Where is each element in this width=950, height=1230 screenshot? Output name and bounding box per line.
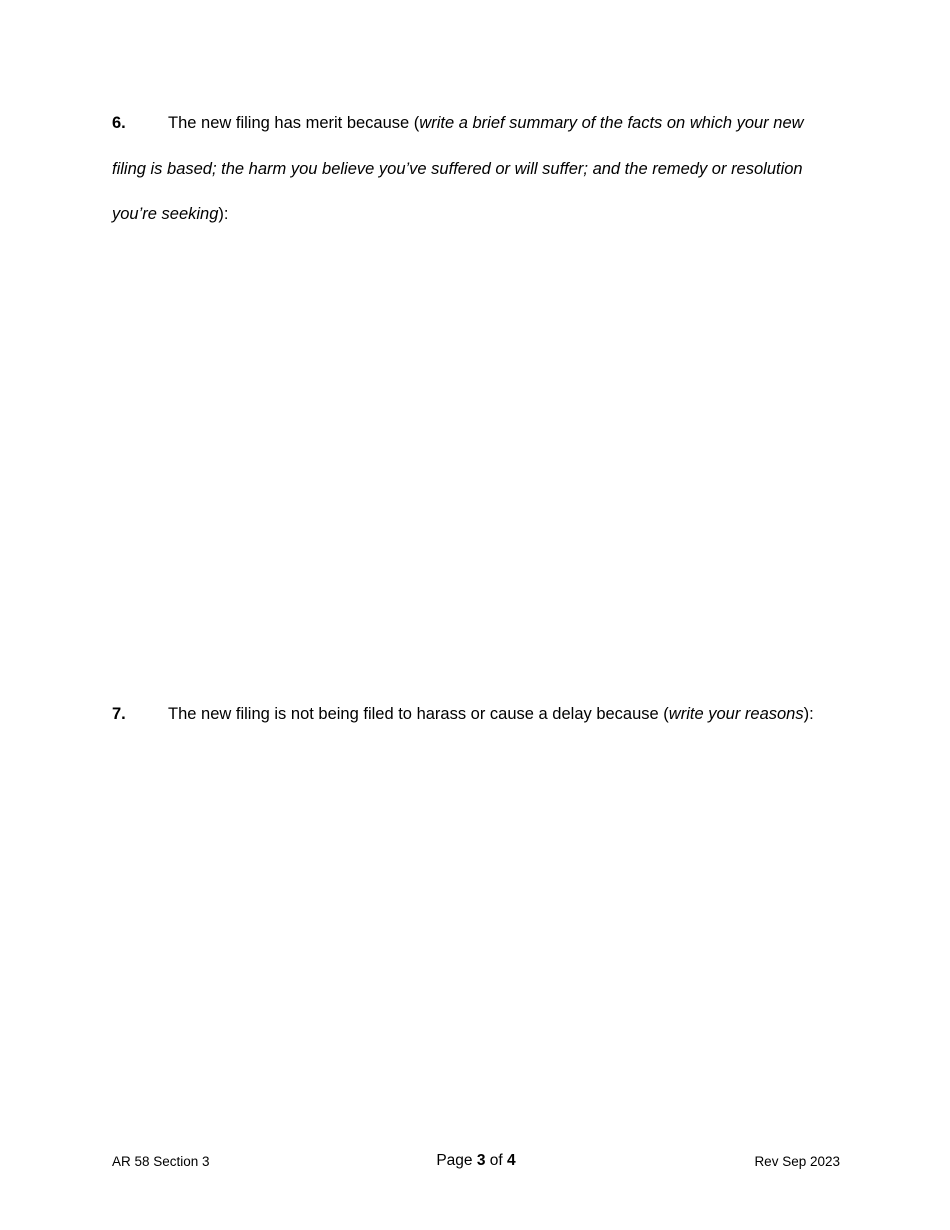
page-of: of	[485, 1152, 508, 1169]
page-total: 4	[507, 1152, 516, 1169]
item-6-number: 6.	[112, 114, 126, 132]
page-footer	[112, 1152, 840, 1174]
item-7-answer-area[interactable]	[112, 745, 832, 1125]
item-7-instruction: write your reasons	[668, 705, 804, 723]
item-7-lead-text: The new filing is not being filed to harass or cause a delay because (	[168, 705, 669, 723]
item-6-lead-text: The new filing has merit because (	[168, 114, 420, 132]
form-id: AR 58 Section 3	[112, 1154, 210, 1169]
item-6	[112, 101, 832, 238]
revision-date: Rev Sep 2023	[754, 1154, 840, 1169]
page-prefix: Page	[436, 1152, 477, 1169]
item-6-answer-area[interactable]	[112, 240, 832, 670]
page-current: 3	[476, 1152, 486, 1169]
page-number	[112, 1152, 840, 1170]
item-6-instruction: write a brief summary of the facts on which your new filing is based; the harm you believe you’ve suffered or will suffer; and the remedy or resolution you’re seeking	[112, 114, 804, 223]
item-7	[112, 692, 832, 738]
item-7-tail: ):	[803, 705, 814, 723]
item-7-number: 7.	[112, 705, 126, 723]
item-6-tail: ):	[218, 205, 229, 223]
